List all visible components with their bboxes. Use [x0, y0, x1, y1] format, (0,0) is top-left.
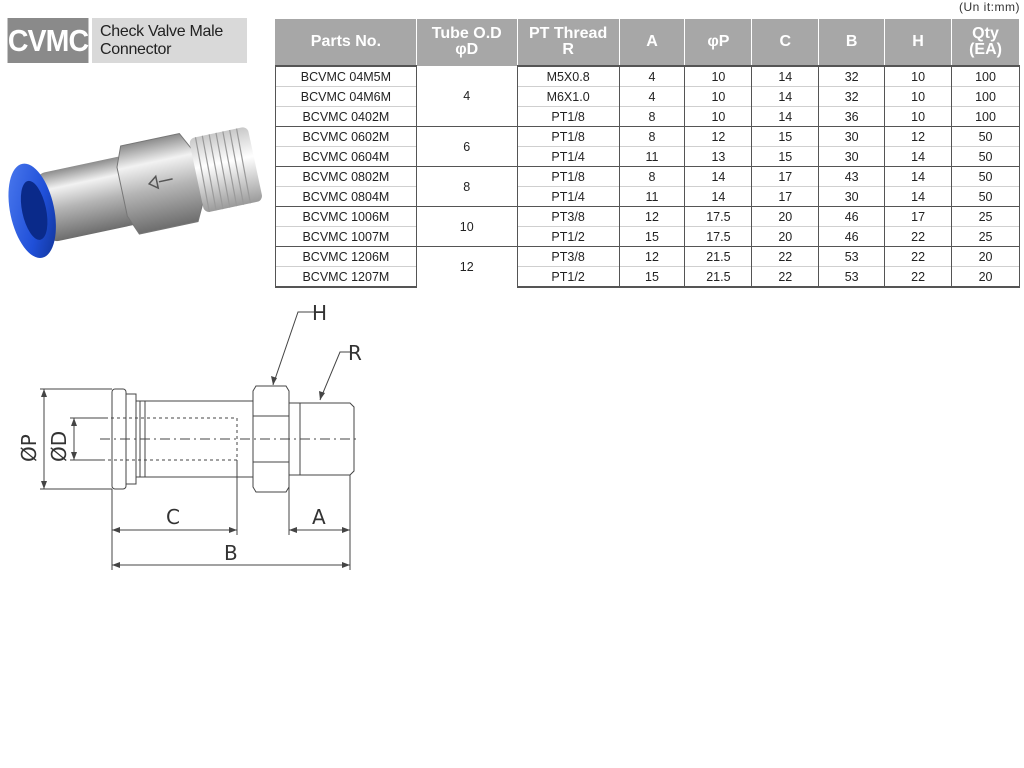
cell-p: 17.5: [685, 227, 752, 247]
cell-p: 14: [685, 187, 752, 207]
cell-h: 22: [885, 247, 952, 267]
cell-thread: PT1/8: [517, 167, 619, 187]
cell-c: 17: [752, 187, 819, 207]
cell-tube-od: 8: [416, 167, 517, 207]
cell-a: 12: [619, 247, 685, 267]
cell-b: 53: [819, 247, 885, 267]
table-row: [276, 227, 1020, 247]
table-row: [276, 247, 1020, 267]
cell-c: 17: [752, 167, 819, 187]
col-header-h: H: [885, 19, 952, 67]
cell-c: 14: [752, 107, 819, 127]
cell-qty: 25: [952, 207, 1020, 227]
cell-c: 20: [752, 207, 819, 227]
cell-p: 10: [685, 87, 752, 107]
cell-a: 11: [619, 187, 685, 207]
cell-b: 53: [819, 267, 885, 288]
cell-p: 21.5: [685, 267, 752, 288]
product-badge: [4, 18, 247, 63]
cell-part: BCVMC 1007M: [276, 227, 417, 247]
cell-part: BCVMC 1207M: [276, 267, 417, 288]
unit-note: (Un it:mm): [959, 0, 1020, 14]
cell-part: BCVMC 0604M: [276, 147, 417, 167]
cell-c: 22: [752, 247, 819, 267]
table-row: [276, 127, 1020, 147]
cell-part: BCVMC 0402M: [276, 107, 417, 127]
label-a: A: [312, 505, 326, 529]
cell-qty: 50: [952, 147, 1020, 167]
table-row: [276, 187, 1020, 207]
cell-b: 30: [819, 187, 885, 207]
cell-a: 8: [619, 107, 685, 127]
cell-c: 14: [752, 66, 819, 87]
product-photo: [0, 110, 270, 270]
cell-c: 15: [752, 127, 819, 147]
table-row: [276, 167, 1020, 187]
cell-qty: 25: [952, 227, 1020, 247]
cell-h: 10: [885, 66, 952, 87]
cell-b: 43: [819, 167, 885, 187]
label-phi-d: ØD: [47, 430, 71, 462]
table-row: [276, 66, 1020, 87]
cell-thread: PT1/8: [517, 127, 619, 147]
cell-p: 12: [685, 127, 752, 147]
col-header-part: Parts No.: [276, 19, 417, 67]
cell-a: 4: [619, 66, 685, 87]
cell-part: BCVMC 04M5M: [276, 66, 417, 87]
cell-b: 30: [819, 127, 885, 147]
cell-thread: PT1/4: [517, 147, 619, 167]
cell-thread: PT1/4: [517, 187, 619, 207]
cell-h: 22: [885, 227, 952, 247]
cell-part: BCVMC 0602M: [276, 127, 417, 147]
cell-qty: 50: [952, 167, 1020, 187]
cell-qty: 50: [952, 127, 1020, 147]
cell-qty: 20: [952, 267, 1020, 288]
cell-h: 22: [885, 267, 952, 288]
table-row: [276, 267, 1020, 288]
cell-thread: PT1/8: [517, 107, 619, 127]
label-c: C: [166, 505, 180, 529]
cell-tube-od: 4: [416, 66, 517, 127]
cell-thread: PT1/2: [517, 227, 619, 247]
cell-h: 10: [885, 107, 952, 127]
spec-table: [275, 18, 1020, 288]
label-r: R: [348, 341, 362, 365]
cell-c: 14: [752, 87, 819, 107]
cell-thread: M6X1.0: [517, 87, 619, 107]
col-header-b: B: [819, 19, 885, 67]
label-h: H: [312, 301, 328, 325]
cell-p: 10: [685, 66, 752, 87]
cell-qty: 100: [952, 66, 1020, 87]
cell-h: 14: [885, 167, 952, 187]
table-row: [276, 147, 1020, 167]
table-header-row: [276, 19, 1020, 67]
cell-b: 46: [819, 227, 885, 247]
cell-thread: PT3/8: [517, 247, 619, 267]
cell-b: 36: [819, 107, 885, 127]
cell-qty: 20: [952, 247, 1020, 267]
cell-a: 8: [619, 127, 685, 147]
label-phi-p: ØP: [17, 434, 41, 462]
dimension-drawing: [0, 290, 400, 590]
cell-part: BCVMC 1206M: [276, 247, 417, 267]
cell-tube-od: 12: [416, 247, 517, 288]
cell-a: 15: [619, 267, 685, 288]
cell-qty: 100: [952, 107, 1020, 127]
product-title: Check Valve Male Connector: [92, 18, 247, 63]
cell-c: 20: [752, 227, 819, 247]
cell-a: 11: [619, 147, 685, 167]
cell-b: 32: [819, 87, 885, 107]
cell-part: BCVMC 0802M: [276, 167, 417, 187]
cell-part: BCVMC 0804M: [276, 187, 417, 207]
col-header-p: φP: [685, 19, 752, 67]
cell-part: BCVMC 04M6M: [276, 87, 417, 107]
cell-b: 46: [819, 207, 885, 227]
cell-tube-od: 10: [416, 207, 517, 247]
cell-b: 30: [819, 147, 885, 167]
col-header-a: A: [619, 19, 685, 67]
col-header-tube-od: Tube O.D φD: [416, 19, 517, 67]
cell-h: 10: [885, 87, 952, 107]
table-row: [276, 107, 1020, 127]
label-b: B: [224, 541, 238, 565]
cell-b: 32: [819, 66, 885, 87]
cell-thread: M5X0.8: [517, 66, 619, 87]
product-code: CVMC: [8, 18, 89, 63]
cell-a: 15: [619, 227, 685, 247]
cell-a: 4: [619, 87, 685, 107]
cell-c: 15: [752, 147, 819, 167]
cell-h: 17: [885, 207, 952, 227]
table-row: [276, 87, 1020, 107]
cell-tube-od: 6: [416, 127, 517, 167]
cell-thread: PT3/8: [517, 207, 619, 227]
cell-thread: PT1/2: [517, 267, 619, 288]
cell-c: 22: [752, 267, 819, 288]
cell-p: 13: [685, 147, 752, 167]
col-header-qty: Qty (EA): [952, 19, 1020, 67]
col-header-c: C: [752, 19, 819, 67]
cell-p: 14: [685, 167, 752, 187]
cell-h: 14: [885, 187, 952, 207]
cell-p: 17.5: [685, 207, 752, 227]
cell-a: 8: [619, 167, 685, 187]
cell-a: 12: [619, 207, 685, 227]
table-row: [276, 207, 1020, 227]
cell-p: 10: [685, 107, 752, 127]
cell-h: 12: [885, 127, 952, 147]
cell-h: 14: [885, 147, 952, 167]
col-header-thread: PT Thread R: [517, 19, 619, 67]
cell-p: 21.5: [685, 247, 752, 267]
cell-qty: 50: [952, 187, 1020, 207]
cell-part: BCVMC 1006M: [276, 207, 417, 227]
cell-qty: 100: [952, 87, 1020, 107]
